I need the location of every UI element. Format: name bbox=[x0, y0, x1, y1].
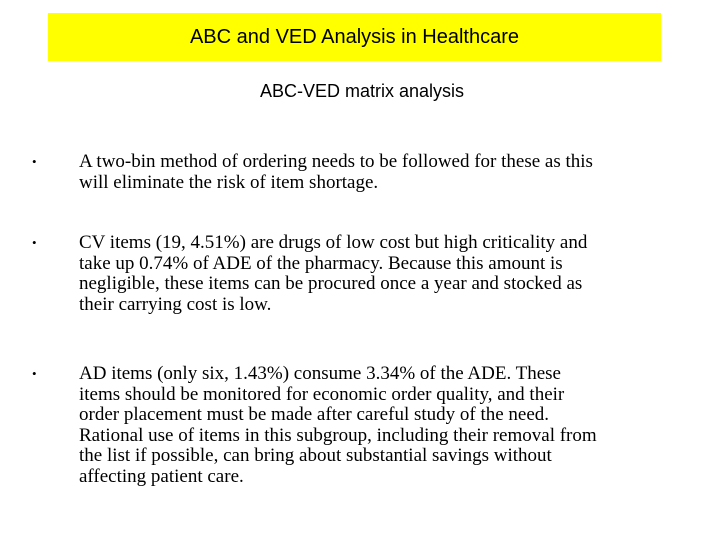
bullet-line: will eliminate the risk of item shortage. bbox=[79, 171, 379, 193]
bullet-text bbox=[79, 364, 684, 487]
bullet-line: take up 0.74% of ADE of the pharmacy. Because this amount is bbox=[79, 252, 563, 274]
bullet-marker: • bbox=[32, 154, 37, 169]
bullet-line: Rational use of items in this subgroup, including their removal from bbox=[79, 424, 597, 446]
bullet-line: the list if possible, can bring about substantial savings without bbox=[79, 445, 552, 466]
bullet-text bbox=[79, 233, 684, 315]
bullet-line: order placement must be made after careful study of the need. bbox=[79, 404, 550, 425]
slide-title: ABC and VED Analysis in Healthcare bbox=[189, 25, 520, 48]
bullet-text bbox=[79, 152, 684, 193]
bullet-marker: • bbox=[32, 235, 37, 250]
bullet-marker: • bbox=[32, 366, 37, 381]
bullet-line: negligible, these items can be procured once a year and stocked as bbox=[79, 273, 583, 294]
bullet-line: items should be monitored for economic order quality, and their bbox=[79, 383, 565, 405]
bullet-line: their carrying cost is low. bbox=[79, 293, 272, 315]
bullet-line: CV items (19, 4.51%) are drugs of low cost but high criticality and bbox=[79, 232, 588, 253]
bullet-line: A two-bin method of ordering needs to be followed for these as this bbox=[79, 151, 593, 172]
title-banner bbox=[48, 13, 661, 61]
bullet-line: affecting patient care. bbox=[79, 465, 244, 487]
slide-subtitle: ABC-VED matrix analysis bbox=[259, 81, 465, 101]
bullet-line: AD items (only six, 1.43%) consume 3.34% of the ADE. These bbox=[79, 363, 561, 384]
